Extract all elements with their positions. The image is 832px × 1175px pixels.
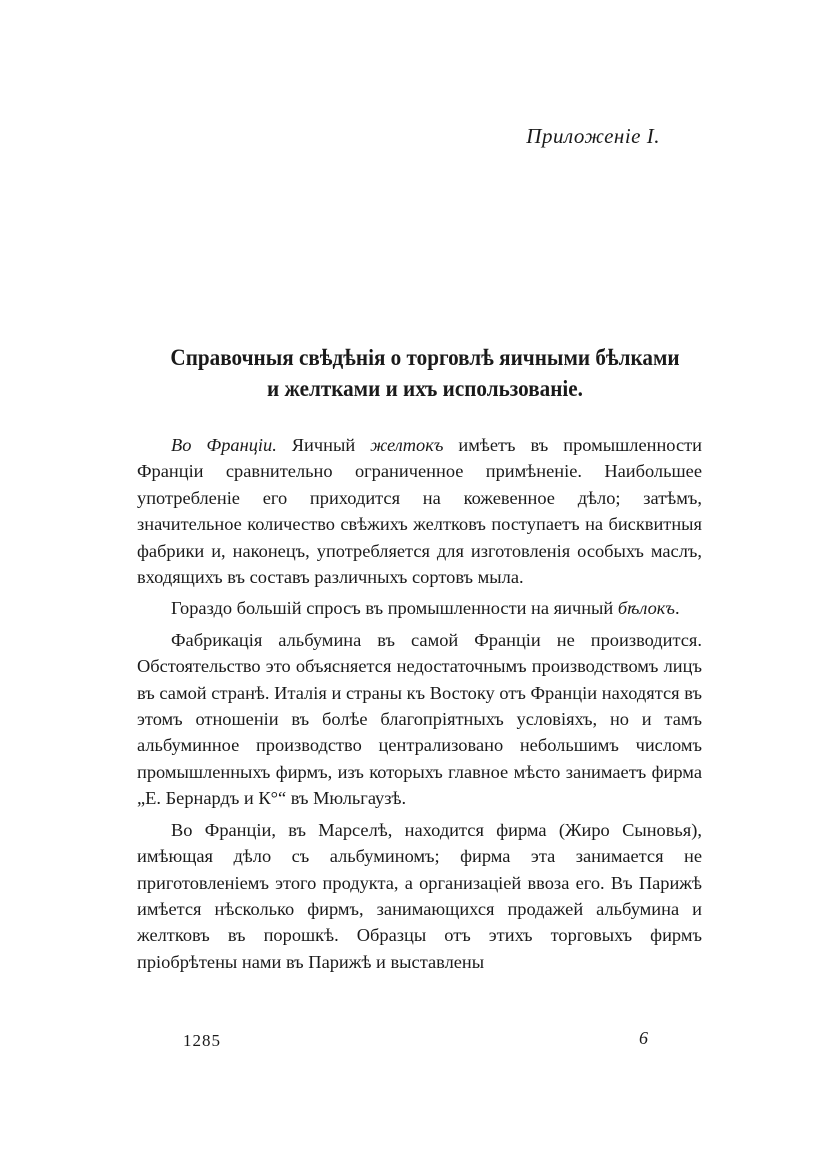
body-text <box>137 432 702 980</box>
page-number: 6 <box>639 1028 648 1048</box>
page-title <box>154 342 697 404</box>
paragraph-text: . <box>674 598 680 619</box>
title-line-1: Справочныя свѣдѣнія о торговлѣ яичными бѣлками <box>170 345 680 370</box>
paragraph-albumin-production: Фабрикація альбумина въ самой Франціи не производится. Обстоятельство это объясняется недостаточнымъ производствомъ лицъ въ самой странѣ. Италія и страны къ Востоку отъ Франціи находятся въ этомъ отношеніи въ болѣе благопріятныхъ условіяхъ, но и тамъ альбуминное производство централизовано небольшимъ числомъ промышленныхъ фирмъ, изъ которыхъ главное мѣсто занимаетъ фирма „Е. Бернардъ и К°“ въ Мюльгаузѣ. <box>137 629 702 809</box>
title-line-2: и желтками и ихъ использованіе. <box>267 376 583 401</box>
paragraph-lead-italic: Во Франціи. <box>171 435 277 455</box>
italic-term-yolk: желтокъ <box>370 435 444 455</box>
paragraph-marseille-firm: Во Франціи, въ Марселѣ, находится фирма (Жиро Сыновья), имѣющая дѣло съ альбуминомъ; фирма эта занимается не приготовленіемъ этого продукта, а организаціей ввоза его. Въ Парижѣ имѣется нѣсколько фирмъ, занимающихся продажей альбумина и желтковъ въ порошкѣ. Образцы отъ этихъ торговыхъ фирмъ пріобрѣтены нами въ Парижѣ и выставлены <box>137 819 702 972</box>
italic-term-white: бѣлокъ <box>617 598 675 619</box>
paragraph-text: Гораздо большій спросъ въ промышленности на яичный <box>171 598 618 619</box>
paragraph-white-demand <box>137 595 702 621</box>
paragraph-france-yolk <box>137 432 702 590</box>
printer-signature: 1285 <box>183 1031 221 1050</box>
appendix-label: Приложеніе I. <box>526 124 660 148</box>
paragraph-text: Яичный <box>276 435 371 455</box>
paragraph-text: имѣетъ въ промышленности Франціи сравнительно ограниченное примѣненіе. Наибольшее употребленіе его приходится на кожевенное дѣло; затѣмъ, значительное количество свѣжихъ желтковъ поступаетъ на бисквитныя фабрики и, наконецъ, употребляется для изготовленія особыхъ маслъ, входящихъ въ составъ различныхъ сортовъ мыла. <box>137 435 702 588</box>
